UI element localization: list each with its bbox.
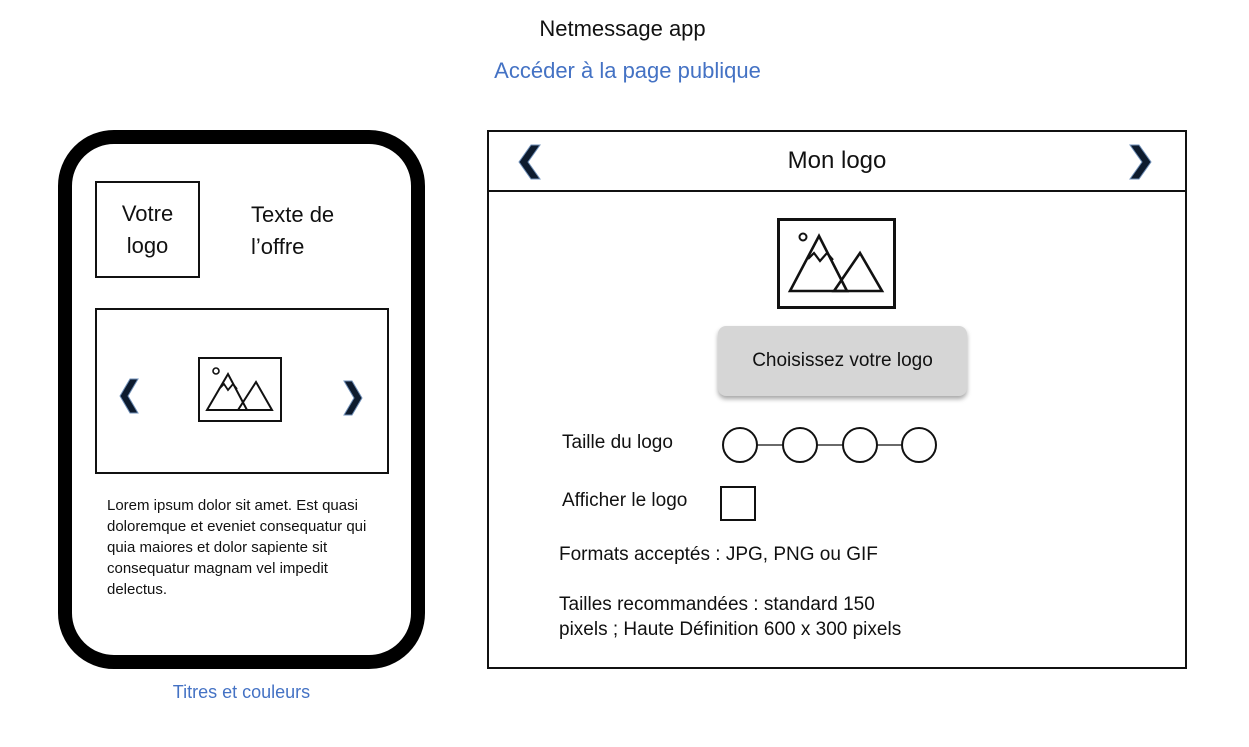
show-logo-label: Afficher le logo xyxy=(562,490,688,511)
panel-title: Mon logo xyxy=(787,147,887,174)
accepted-formats-text: Formats acceptés : JPG, PNG ou GIF xyxy=(559,544,878,565)
chevron-right-icon xyxy=(1126,144,1154,180)
public-page-link[interactable]: Accéder à la page publique xyxy=(494,58,761,83)
size-step-4[interactable] xyxy=(902,428,936,462)
chevron-left-icon xyxy=(118,378,142,414)
logo-size-label: Taille du logo xyxy=(562,432,673,453)
titles-colors-link[interactable]: Titres et couleurs xyxy=(172,682,311,702)
panel-header-divider xyxy=(487,190,1187,192)
phone-logo-placeholder[interactable] xyxy=(95,181,200,278)
phone-offer-text: Texte de l’offre xyxy=(251,202,335,259)
image-placeholder-icon xyxy=(777,218,896,309)
recommended-sizes-text: Tailles recommandées : standard 150 pixels ; Haute Définition 600 x 300 pixels xyxy=(559,594,902,640)
image-placeholder-icon xyxy=(198,357,282,422)
logo-settings-panel xyxy=(487,130,1187,669)
logo-size-steps xyxy=(721,426,939,466)
show-logo-checkbox[interactable] xyxy=(720,486,756,521)
chevron-right-icon xyxy=(340,380,364,416)
app-title: Netmessage app xyxy=(539,16,706,41)
carousel-next-button[interactable] xyxy=(340,380,364,416)
choose-logo-button[interactable]: Choisissez votre logo xyxy=(718,326,967,396)
size-step-3[interactable] xyxy=(843,428,877,462)
carousel-prev-button[interactable] xyxy=(118,378,142,414)
logo-size-slider[interactable] xyxy=(721,426,939,471)
phone-logo-placeholder-text: Votre logo xyxy=(121,200,174,258)
size-step-1[interactable] xyxy=(723,428,757,462)
phone-description: Lorem ipsum dolor sit amet. Est quasi doloremque et eveniet consequatur qui quia maiores et dolor sapiente sit consequatur magnam vel impedit delectus. xyxy=(107,497,367,598)
size-step-2[interactable] xyxy=(783,428,817,462)
carousel-image xyxy=(198,357,282,427)
panel-next-button[interactable] xyxy=(1126,144,1154,180)
logo-preview xyxy=(777,218,896,314)
